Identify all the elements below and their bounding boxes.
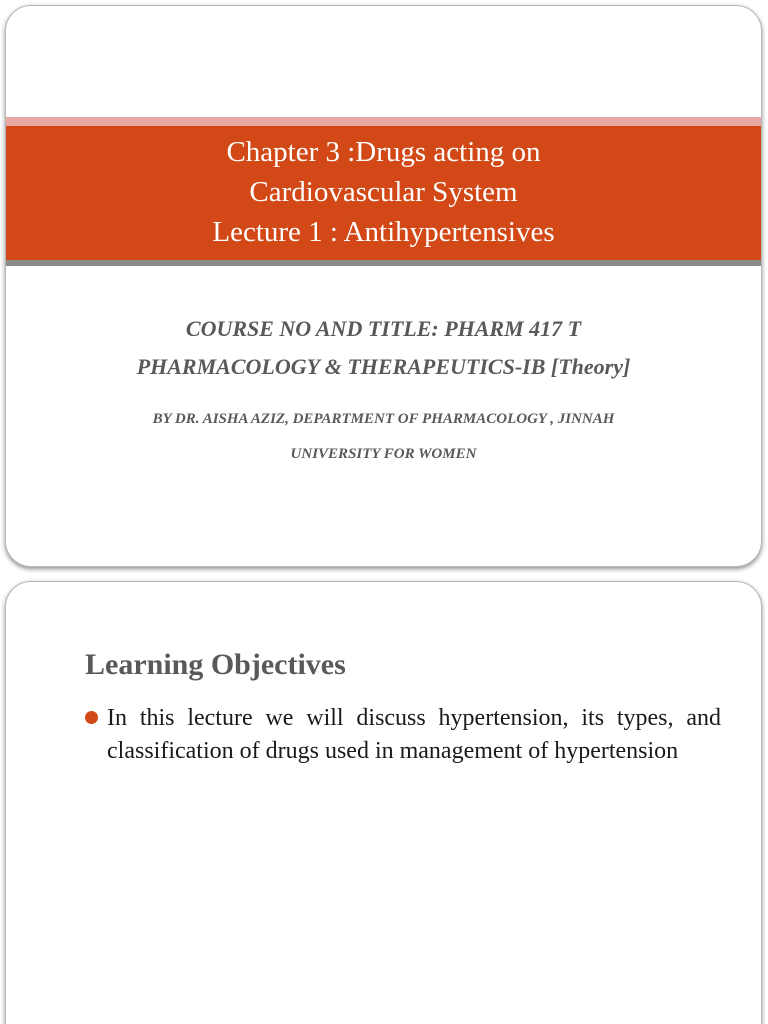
title-line-2: Cardiovascular System: [249, 176, 518, 208]
slide-title: [66, 132, 701, 252]
bullet-text: In this lecture we will discuss hypertension, its types, and classification of drugs used in management of hypertension: [107, 705, 721, 764]
course-title: [26, 310, 741, 386]
author-info: [26, 402, 741, 472]
title-band-highlight: [6, 117, 761, 126]
title-line-3: Lecture 1 : Antihypertensives: [212, 216, 555, 248]
title-slide: [5, 5, 762, 567]
course-line-1: COURSE NO AND TITLE: PHARM 417 T: [185, 316, 582, 341]
objectives-heading: Learning Objectives: [85, 648, 346, 681]
course-line-2: PHARMACOLOGY & THERAPEUTICS-IB [Theory]: [136, 354, 631, 379]
author-line-1: BY DR. AISHA AZIZ, DEPARTMENT OF PHARMACOLOGY , JINNAH: [152, 411, 615, 427]
author-line-2: UNIVERSITY FOR WOMEN: [290, 446, 477, 462]
title-line-1: Chapter 3 :Drugs acting on: [226, 136, 541, 168]
objectives-slide: [5, 581, 762, 1024]
title-band-shadow: [6, 260, 761, 266]
bullet-item: [85, 702, 721, 768]
bullet-dot-icon: [85, 711, 98, 724]
